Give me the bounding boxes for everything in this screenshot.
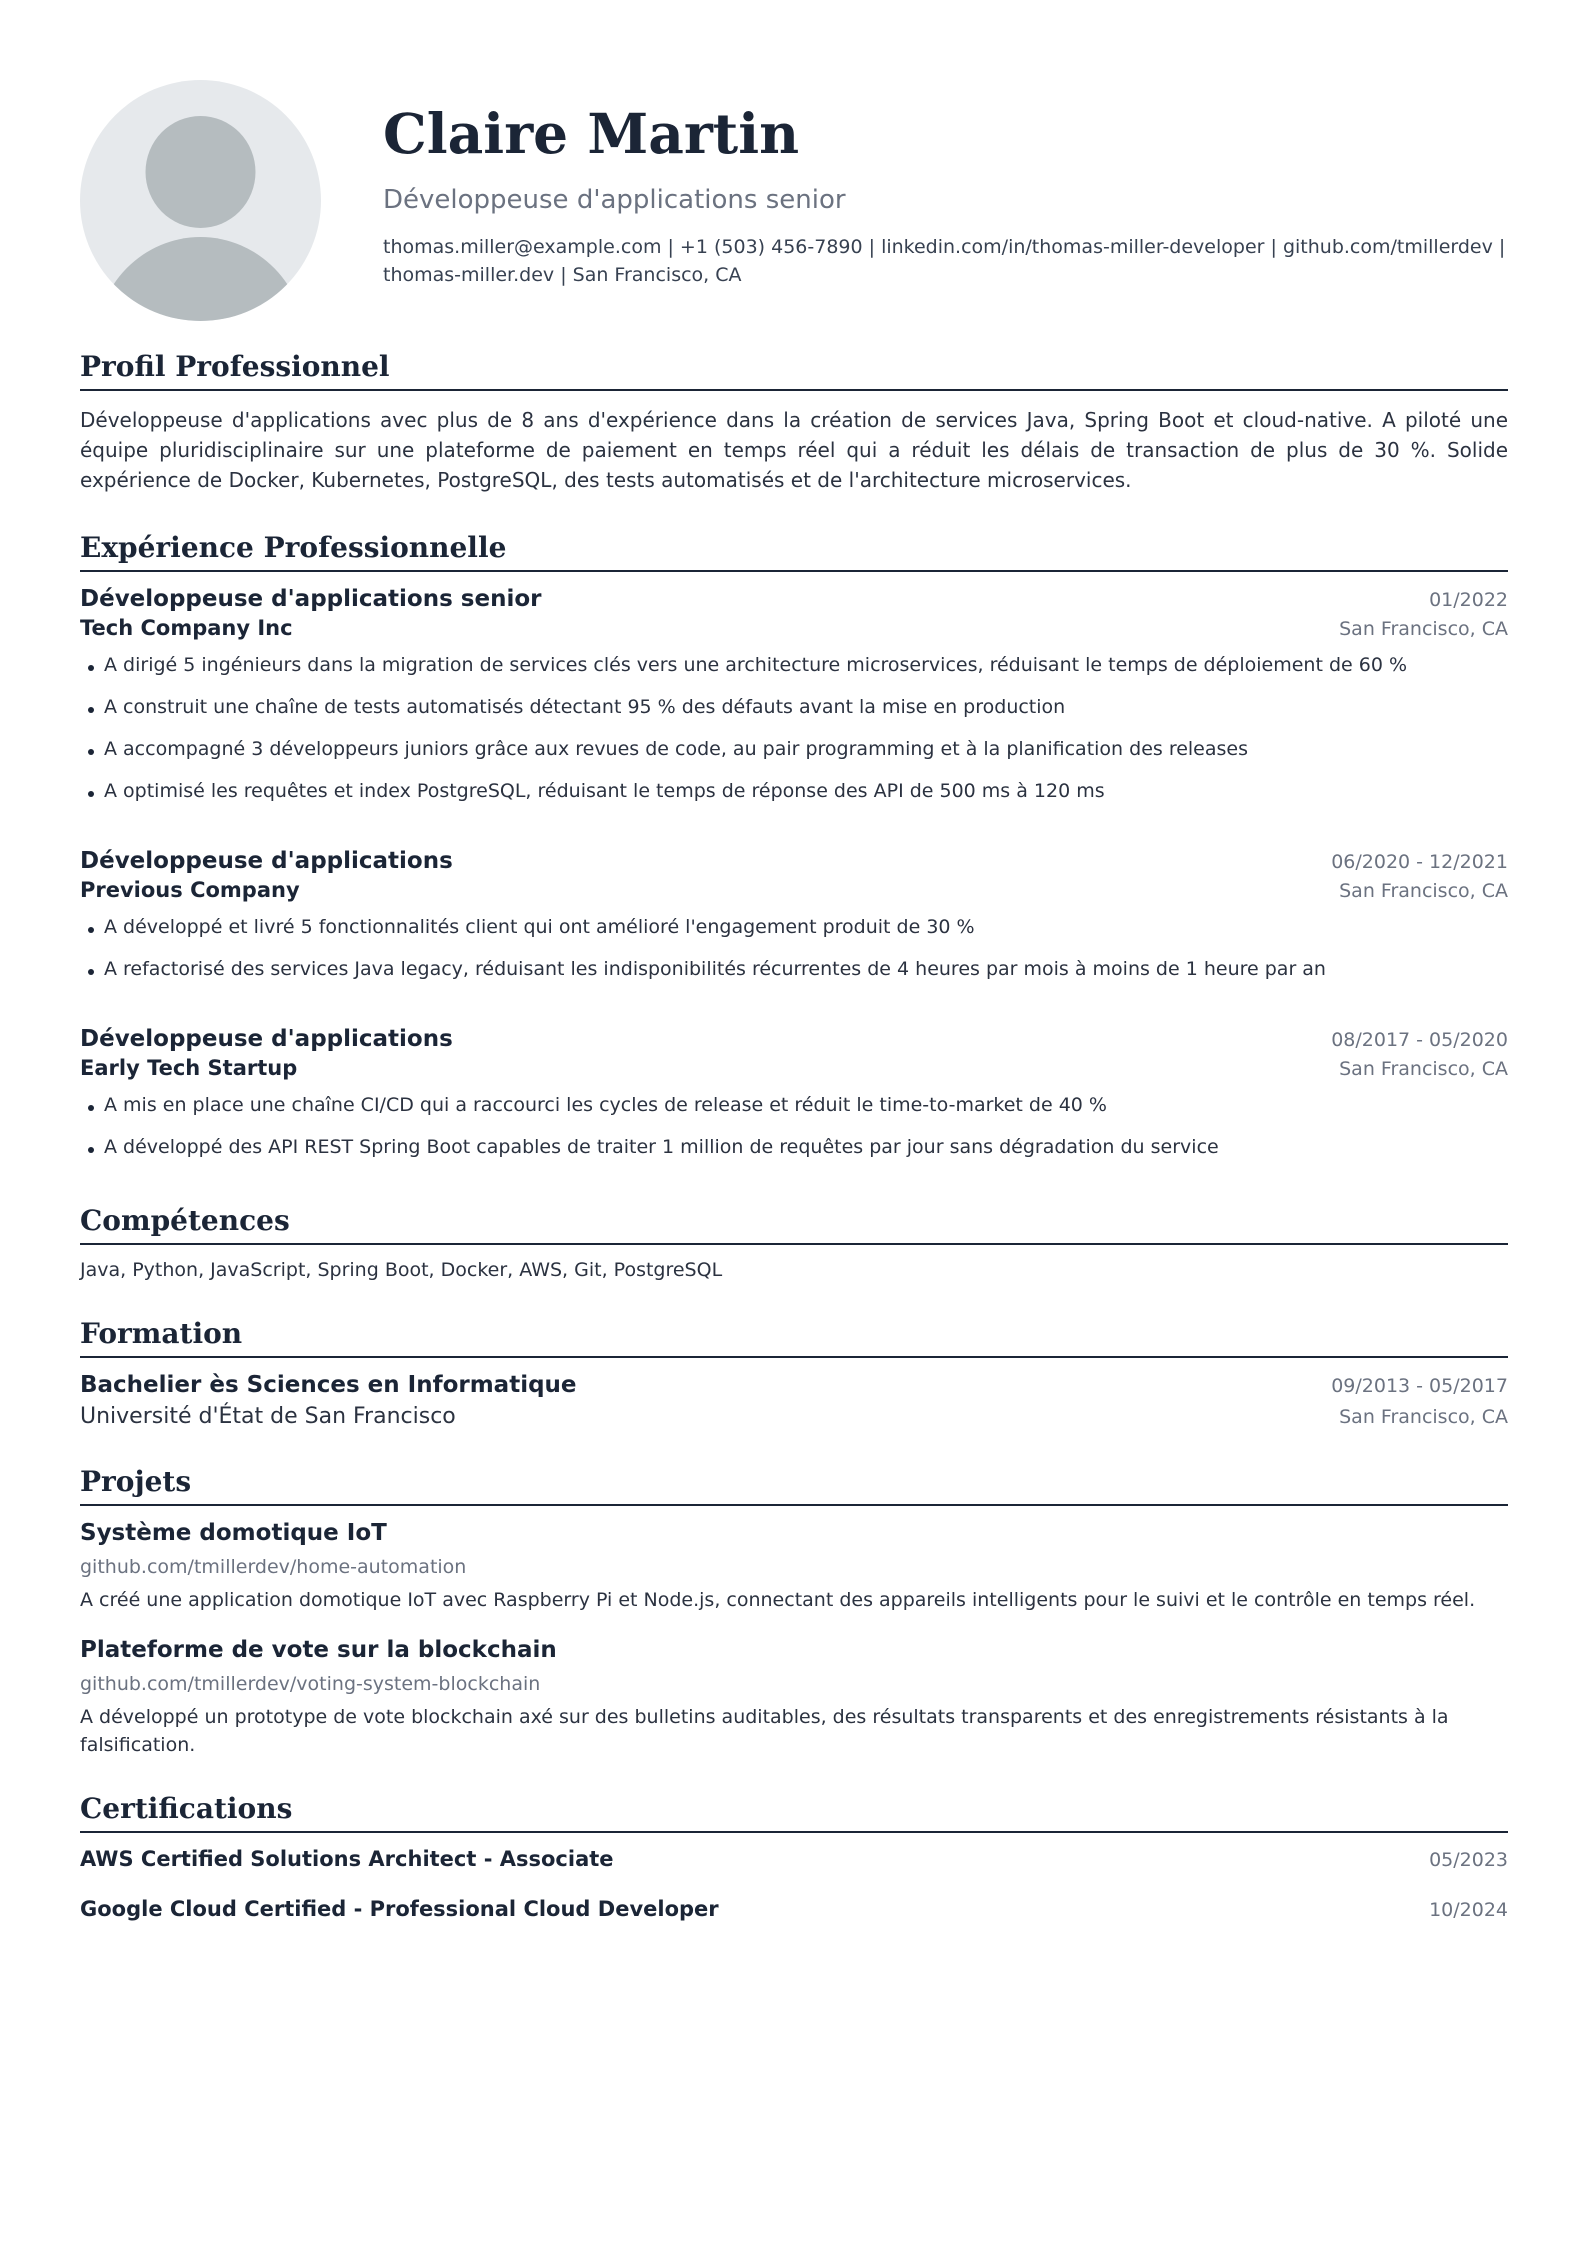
certification-name: Google Cloud Certified - Professional Cloud Developer [80,1896,719,1921]
certifications-section [80,1792,1508,1921]
project-link[interactable]: github.com/tmillerdev/home-automation [80,1556,467,1578]
certification-date: 05/2023 [1429,1848,1508,1871]
job-company: Tech Company Inc [80,616,293,640]
project-description: A développé un prototype de vote blockchain axé sur des bulletins auditables, des résultats transparents et des enregistrements résistants à la falsification. [80,1705,1449,1756]
bullet-item: A développé des API REST Spring Boot capables de traiter 1 million de requêtes par jour sans dégradation du service [80,1126,1508,1168]
certification-entry [80,1897,1508,1921]
education-date: 09/2013 - 05/2017 [1331,1375,1508,1397]
job-location: San Francisco, CA [1339,880,1508,902]
profile-summary: Développeuse d'applications avec plus de 8 ans d'expérience dans la création de services Java, Spring Boot et cloud-native. A piloté une équipe pluridisciplinaire sur une plateforme de paiement en temps réel qui a réduit les délais de transaction de plus de 30 %. Solide expérience de Docker, Kubernetes, PostgreSQL, des tests automatisés et de l'architecture microservices. [80,408,1508,492]
project-entry [80,1520,1508,1615]
candidate-name: Claire Martin [383,101,800,166]
header-text [383,101,1508,290]
job-bullets [80,1084,1508,1168]
bullet-item: A dirigé 5 ingénieurs dans la migration de services clés vers une architecture microservices, réduisant le temps de déploiement de 60 % [80,644,1508,686]
experience-section [80,531,1508,1168]
section-heading: Compétences [80,1204,1508,1245]
certification-name: AWS Certified Solutions Architect - Associate [80,1846,614,1871]
bullet-item: A mis en place une chaîne CI/CD qui a raccourci les cycles de release et réduit le time-to-market de 40 % [80,1084,1508,1126]
project-entry [80,1637,1508,1760]
projects-section [80,1465,1508,1760]
section-heading: Projets [80,1465,1508,1506]
education-location: San Francisco, CA [1339,1406,1508,1428]
bullet-item: A construit une chaîne de tests automatisés détectant 95 % des défauts avant la mise en production [80,686,1508,728]
job-entry [80,586,1508,812]
degree-title: Bachelier ès Sciences en Informatique [80,1372,577,1398]
job-title: Développeuse d'applications [80,848,453,874]
skills-section [80,1204,1508,1281]
school-name: Université d'État de San Francisco [80,1404,456,1429]
job-company: Previous Company [80,878,300,902]
section-heading: Profil Professionnel [80,350,1508,391]
section-heading: Formation [80,1317,1508,1358]
contact-line: thomas-miller.dev | San Francisco, CA [383,264,742,286]
bullet-item: A refactorisé des services Java legacy, réduisant les indisponibilités récurrentes de 4 heures par mois à moins de 1 heure par an [80,948,1508,990]
bullet-item: A optimisé les requêtes et index PostgreSQL, réduisant le temps de réponse des API de 500 ms à 120 ms [80,770,1508,812]
job-date: 06/2020 - 12/2021 [1331,851,1508,873]
bullet-item: A accompagné 3 développeurs juniors grâce aux revues de code, au pair programming et à la planification des releases [80,728,1508,770]
person-silhouette-icon [80,80,321,321]
job-entry [80,1026,1508,1168]
job-date: 08/2017 - 05/2020 [1331,1029,1508,1051]
job-company: Early Tech Startup [80,1056,298,1080]
contact-line: thomas.miller@example.com | +1 (503) 456-7890 | linkedin.com/in/thomas-miller-developer | github.com/tmillerdev | [383,235,1506,258]
job-title: Développeuse d'applications senior [80,586,542,612]
bullet-item: A développé et livré 5 fonctionnalités client qui ont amélioré l'engagement produit de 30 % [80,906,1508,948]
candidate-title: Développeuse d'applications senior [383,184,846,215]
profile-section [80,350,1508,495]
avatar [80,80,321,321]
education-section [80,1317,1508,1429]
skills-list: Java, Python, JavaScript, Spring Boot, Docker, AWS, Git, PostgreSQL [80,1259,723,1281]
job-bullets [80,906,1508,990]
resume-header [80,0,1508,330]
job-entry [80,848,1508,990]
project-title: Plateforme de vote sur la blockchain [80,1636,557,1663]
section-heading: Expérience Professionnelle [80,531,1508,572]
project-description: A créé une application domotique IoT avec Raspberry Pi et Node.js, connectant des appareils intelligents pour le suivi et le contrôle en temps réel. [80,1589,1476,1611]
section-heading: Certifications [80,1792,1508,1833]
project-link[interactable]: github.com/tmillerdev/voting-system-blockchain [80,1672,541,1695]
job-bullets [80,644,1508,812]
certification-entry [80,1847,1508,1871]
certification-date: 10/2024 [1429,1898,1508,1921]
job-location: San Francisco, CA [1339,1058,1508,1080]
job-date: 01/2022 [1429,589,1508,611]
job-title: Développeuse d'applications [80,1026,453,1052]
contact-info [383,233,1508,290]
project-title: Système domotique IoT [80,1520,387,1546]
job-location: San Francisco, CA [1339,618,1508,640]
